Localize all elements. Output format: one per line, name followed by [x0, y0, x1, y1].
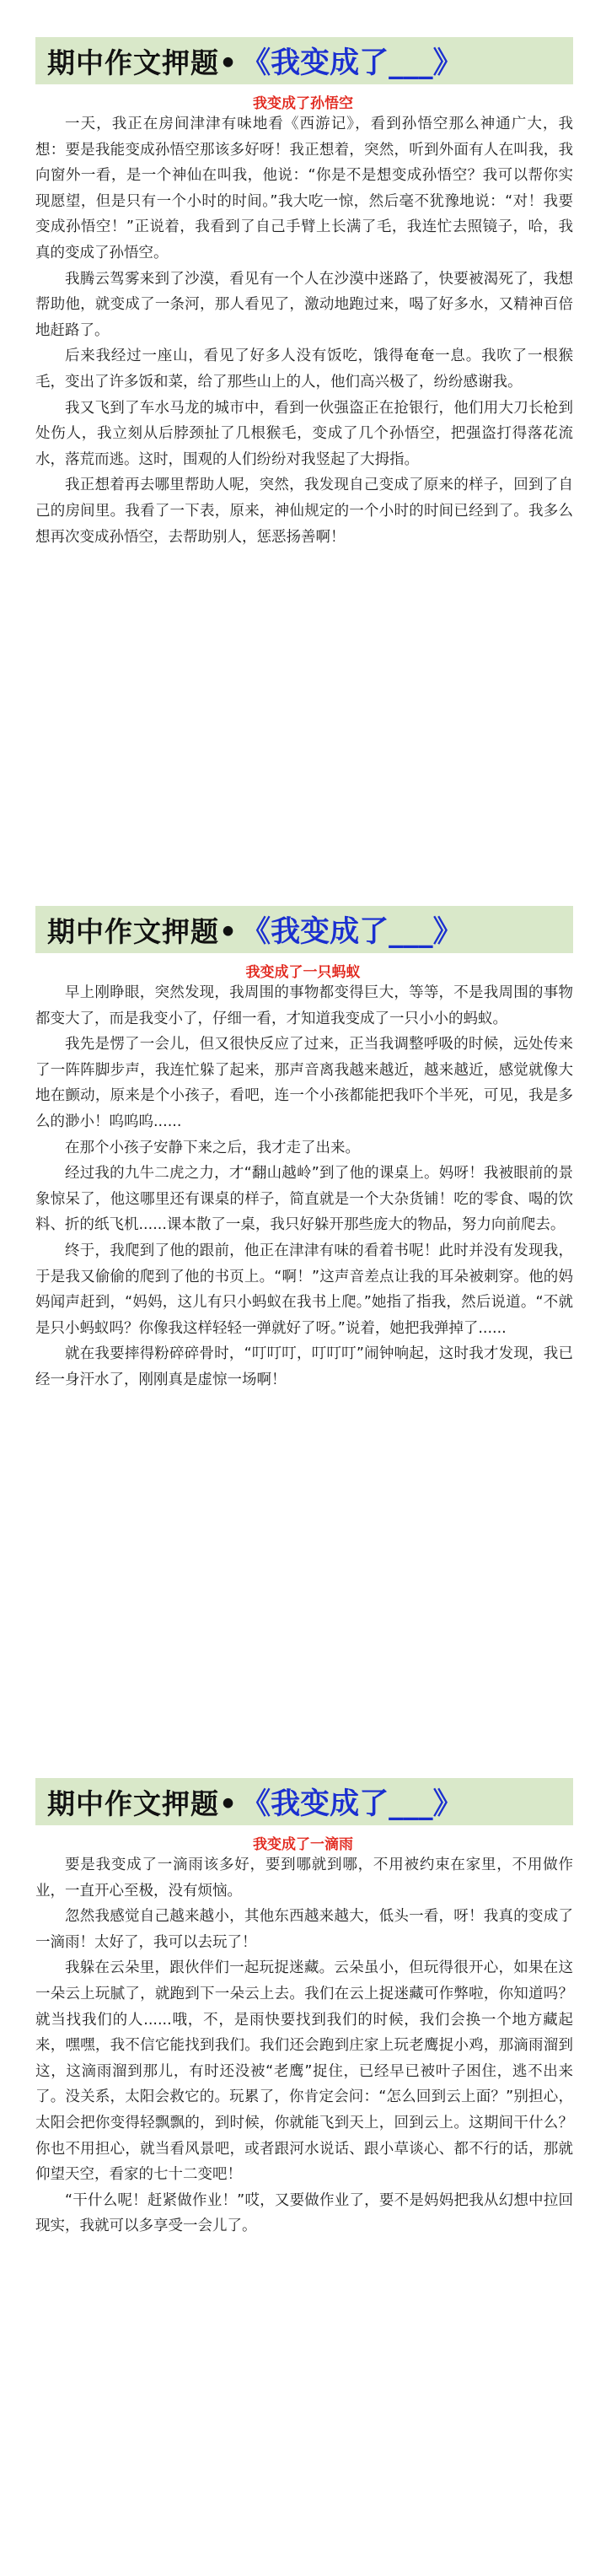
banner-title: 《我变成了___》	[241, 1787, 463, 1821]
essay-subtitle: 我变成了孙悟空	[253, 95, 353, 112]
section-banner	[35, 1778, 573, 1825]
section-banner	[35, 906, 573, 953]
section-banner	[35, 37, 573, 84]
paragraph: 我正想着再去哪里帮助人呢，突然，我发现自己变成了原来的样子，回到了自己的房间里。我看了一下表，原来，神仙规定的一个小时的时间已经到了。我多么想再次变成孙悟空，去帮助别人，惩恶扬善啊！	[35, 477, 573, 546]
paragraph: “干什么呢！赶紧做作业！”哎，又要做作业了，要不是妈妈把我从幻想中拉回现实，我就可以多享受一会儿了。	[35, 2191, 573, 2235]
paragraph: 我又飞到了车水马龙的城市中，看到一伙强盗正在抢银行，他们用大刀长枪到处伤人，我立刻从后脖颈扯了几根猴毛，变成了几个孙悟空，把强盗打得落花流水，落荒而逃。这时，围观的人们纷纷对我竖起了大拇指。	[35, 399, 573, 468]
paragraph: 忽然我感觉自己越来越小，其他东西越来越大，低头一看，呀！我真的变成了一滴雨！太好了，我可以去玩了！	[35, 1908, 573, 1951]
paragraph: 我先是愣了一会儿，但又很快反应了过来，正当我调整呼吸的时候，远处传来了一阵阵脚步声，我连忙躲了起来，那声音离我越来越近，越来越近，感觉就像大地在颤动，原来是个小孩子，看吧，连一个小孩都能把我吓个半死，可见，我是多么的渺小！呜呜呜......	[35, 1036, 573, 1130]
paragraph: 要是我变成了一滴雨该多好，要到哪就到哪，不用被约束在家里，不用做作业，一直开心至极，没有烦恼。	[35, 1857, 573, 1900]
banner-title: 《我变成了___》	[241, 46, 463, 80]
paragraph: 我躲在云朵里，跟伙伴们一起玩捉迷藏。云朵虽小，但玩得很开心，如果在这一朵云上玩腻了，就跑到下一朵云上去。我们在云上捉迷藏可作弊啦，你知道吗？就当找我们的人......哦，不，是雨快要找到我们的时候，我们会换一个地方藏起来，嘿嘿，我不信它能找到我们。我们还会跑到庄家上玩老鹰捉小鸡，那滴雨溜到这，这滴雨溜到那儿，有时还没被“老鹰”捉住，已经早已被叶子困住，逃不出来了。没关系，太阳会救它的。玩累了，你肯定会问：“怎么回到云上面？”别担心，太阳会把你变得轻飘飘的，到时候，你就能飞到天上，回到云上。这期间干什么？你也不用担心，就当看风景吧，或者跟河水说话、跟小草谈心、都不行的话，那就仰望天空，看家的七十二变吧！	[35, 1959, 573, 2184]
paragraph: 我腾云驾雾来到了沙漠，看见有一个人在沙漠中迷路了，快要被渴死了，我想帮助他，就变成了一条河，那人看见了，激动地跑过来，喝了好多水，又精神百倍地赶路了。	[35, 270, 573, 339]
banner-title: 《我变成了___》	[241, 915, 463, 949]
paragraph: 终于，我爬到了他的跟前，他正在津津有味的看着书呢！此时并没有发现我，于是我又偷偷的爬到了他的书页上。“啊！”这声音差点让我的耳朵被刺穿。他的妈妈闻声赶到，“妈妈，这儿有只小蚂蚁在我书上爬。”她指了指我，然后说道。“不就是只小蚂蚁吗？你像我这样轻轻一弹就好了呀。”说着，她把我弹掉了......	[35, 1242, 573, 1337]
paragraph: 后来我经过一座山，看见了好多人没有饭吃，饿得奄奄一息。我吹了一根猴毛，变出了许多饭和菜，给了那些山上的人，他们高兴极了，纷纷感谢我。	[35, 348, 573, 391]
paragraph: 早上刚睁眼，突然发现，我周围的事物都变得巨大，等等，不是我周围的事物都变大了，而是我变小了，仔细一看，才知道我变成了一只小小的蚂蚁。	[35, 984, 573, 1027]
essay-body	[35, 980, 573, 1393]
paragraph: 在那个小孩子安静下来之后，我才走了出来。	[65, 1139, 360, 1156]
essay-subtitle: 我变成了一只蚂蚁	[245, 964, 361, 981]
paragraph: 就在我要摔得粉碎碎骨时，“叮叮叮，叮叮叮”闹钟响起，这时我才发现，我已经一身汗水了，刚刚真是虚惊一场啊！	[35, 1345, 573, 1388]
paragraph: 一天，我正在房间津津有味地看《西游记》，看到孙悟空那么神通广大，我想：要是我能变成孙悟空那该多好呀！我正想着，突然，听到外面有人在叫我，我向窗外一看，是一个神仙在叫我，他说：“你是不是想变成孙悟空？我可以帮你实现愿望，但是只有一个小时的时间。”我大吃一惊，然后毫不犹豫地说：“对！我要变成孙悟空！”正说着，我看到了自己手臂上长满了毛，我连忙去照镜子，哈，我真的变成了孙悟空。	[35, 116, 573, 261]
essay-body	[35, 1852, 573, 2239]
banner-prefix: 期中作文押题•	[47, 914, 239, 948]
banner-prefix: 期中作文押题•	[47, 1786, 239, 1820]
essay-body	[35, 111, 573, 550]
paragraph: 经过我的九牛二虎之力，才“翻山越岭”到了他的课桌上。妈呀！我被眼前的景象惊呆了，他这哪里还有课桌的样子，简直就是一个大杂货铺！吃的零食、喝的饮料、折的纸飞机......课本散了一桌，我只好躲开那些庞大的物品，努力向前爬去。	[35, 1165, 573, 1234]
banner-prefix: 期中作文押题•	[47, 46, 239, 79]
essay-subtitle: 我变成了一滴雨	[253, 1836, 353, 1853]
